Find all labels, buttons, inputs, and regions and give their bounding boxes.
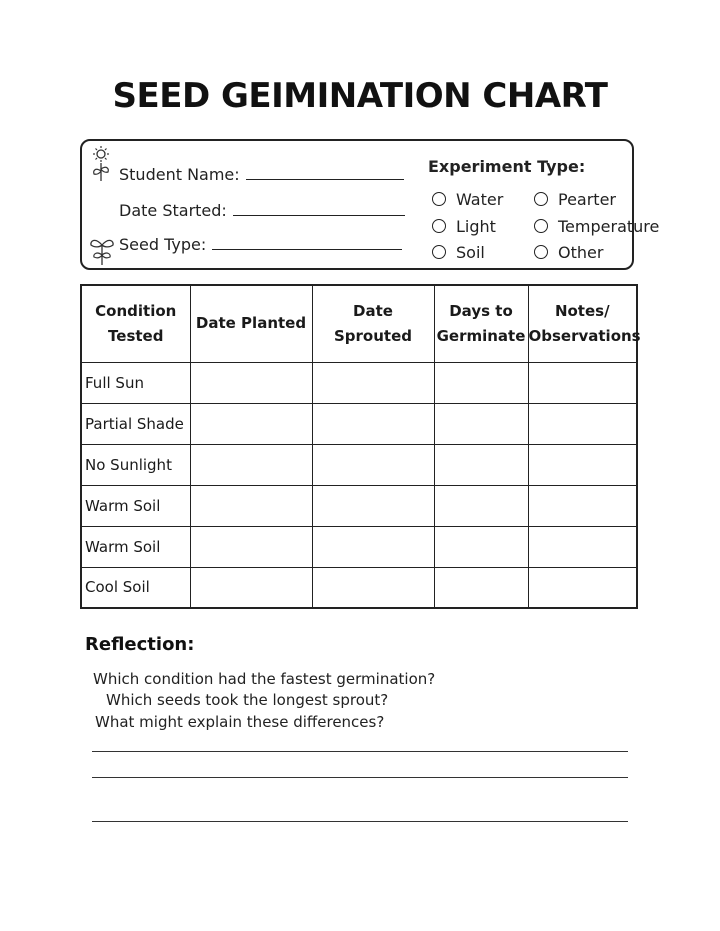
table-row: [81, 567, 637, 608]
page-title: SEED GEIMINATION CHART: [112, 76, 608, 116]
option-light[interactable]: Light: [432, 217, 496, 236]
cell-date-sprouted[interactable]: [312, 444, 434, 485]
cell-days-to-germinate[interactable]: [434, 485, 528, 526]
cell-notes[interactable]: [528, 362, 637, 403]
header-days-to-germinate: Days to Germinate: [434, 285, 528, 362]
cell-days-to-germinate[interactable]: [434, 567, 528, 608]
cell-date-sprouted[interactable]: [312, 526, 434, 567]
row-label: No Sunlight: [81, 444, 190, 485]
seedling-icon: [89, 233, 115, 267]
reflection-question: Which condition had the fastest germination?: [93, 670, 436, 688]
student-name-field[interactable]: Student Name:: [119, 165, 404, 184]
cell-days-to-germinate[interactable]: [434, 444, 528, 485]
table-row: [81, 526, 637, 567]
table-header-row: [81, 285, 637, 362]
row-label: Partial Shade: [81, 403, 190, 444]
cell-date-planted[interactable]: [190, 567, 312, 608]
answer-line[interactable]: [92, 777, 628, 778]
option-water[interactable]: Water: [432, 190, 503, 209]
cell-days-to-germinate[interactable]: [434, 362, 528, 403]
seed-type-field[interactable]: Seed Type:: [119, 235, 402, 254]
radio-circle[interactable]: [534, 192, 548, 206]
header-notes-observations: Notes/ Observations: [528, 285, 637, 362]
header-date-planted: Date Planted: [190, 285, 312, 362]
cell-date-planted[interactable]: [190, 526, 312, 567]
cell-date-planted[interactable]: [190, 485, 312, 526]
germination-table: [80, 284, 641, 609]
reflection-question: What might explain these differences?: [95, 713, 385, 731]
flower-icon: [88, 145, 114, 183]
radio-circle[interactable]: [534, 219, 548, 233]
radio-circle[interactable]: [534, 245, 548, 259]
cell-notes[interactable]: [528, 444, 637, 485]
date-started-line: [233, 214, 405, 216]
table-row: [81, 485, 637, 526]
cell-days-to-germinate[interactable]: [434, 526, 528, 567]
radio-circle[interactable]: [432, 245, 446, 259]
cell-date-sprouted[interactable]: [312, 403, 434, 444]
cell-notes[interactable]: [528, 403, 637, 444]
answer-line[interactable]: [92, 751, 628, 752]
table-row: [81, 362, 637, 403]
radio-circle[interactable]: [432, 192, 446, 206]
row-label: Warm Soil: [81, 485, 190, 526]
header-date-sprouted: Date Sprouted: [312, 285, 434, 362]
row-label: Warm Soil: [81, 526, 190, 567]
cell-notes[interactable]: [528, 485, 637, 526]
radio-circle[interactable]: [432, 219, 446, 233]
answer-line[interactable]: [92, 821, 628, 822]
row-label: Cool Soil: [81, 567, 190, 608]
reflection-title: Reflection:: [85, 634, 195, 655]
seed-type-line: [212, 248, 402, 250]
cell-date-planted[interactable]: [190, 362, 312, 403]
cell-notes[interactable]: [528, 567, 637, 608]
cell-days-to-germinate[interactable]: [434, 403, 528, 444]
student-name-line: [246, 178, 404, 180]
cell-date-sprouted[interactable]: [312, 485, 434, 526]
experiment-type-label: Experiment Type:: [428, 157, 586, 176]
header-condition-tested: Condition Tested: [81, 285, 190, 362]
cell-date-planted[interactable]: [190, 403, 312, 444]
cell-notes[interactable]: [528, 526, 637, 567]
reflection-question: Which seeds took the longest sprout?: [106, 691, 389, 709]
option-soil[interactable]: Soil: [432, 243, 485, 262]
table-row: [81, 403, 637, 444]
student-info-box: [80, 139, 660, 270]
cell-date-sprouted[interactable]: [312, 362, 434, 403]
date-started-field[interactable]: Date Started:: [119, 201, 405, 220]
table-row: [81, 444, 637, 485]
option-other[interactable]: Other: [534, 243, 603, 262]
option-pearter[interactable]: Pearter: [534, 190, 616, 209]
cell-date-sprouted[interactable]: [312, 567, 434, 608]
row-label: Full Sun: [81, 362, 190, 403]
cell-date-planted[interactable]: [190, 444, 312, 485]
option-temperature[interactable]: Temperature: [534, 217, 659, 236]
